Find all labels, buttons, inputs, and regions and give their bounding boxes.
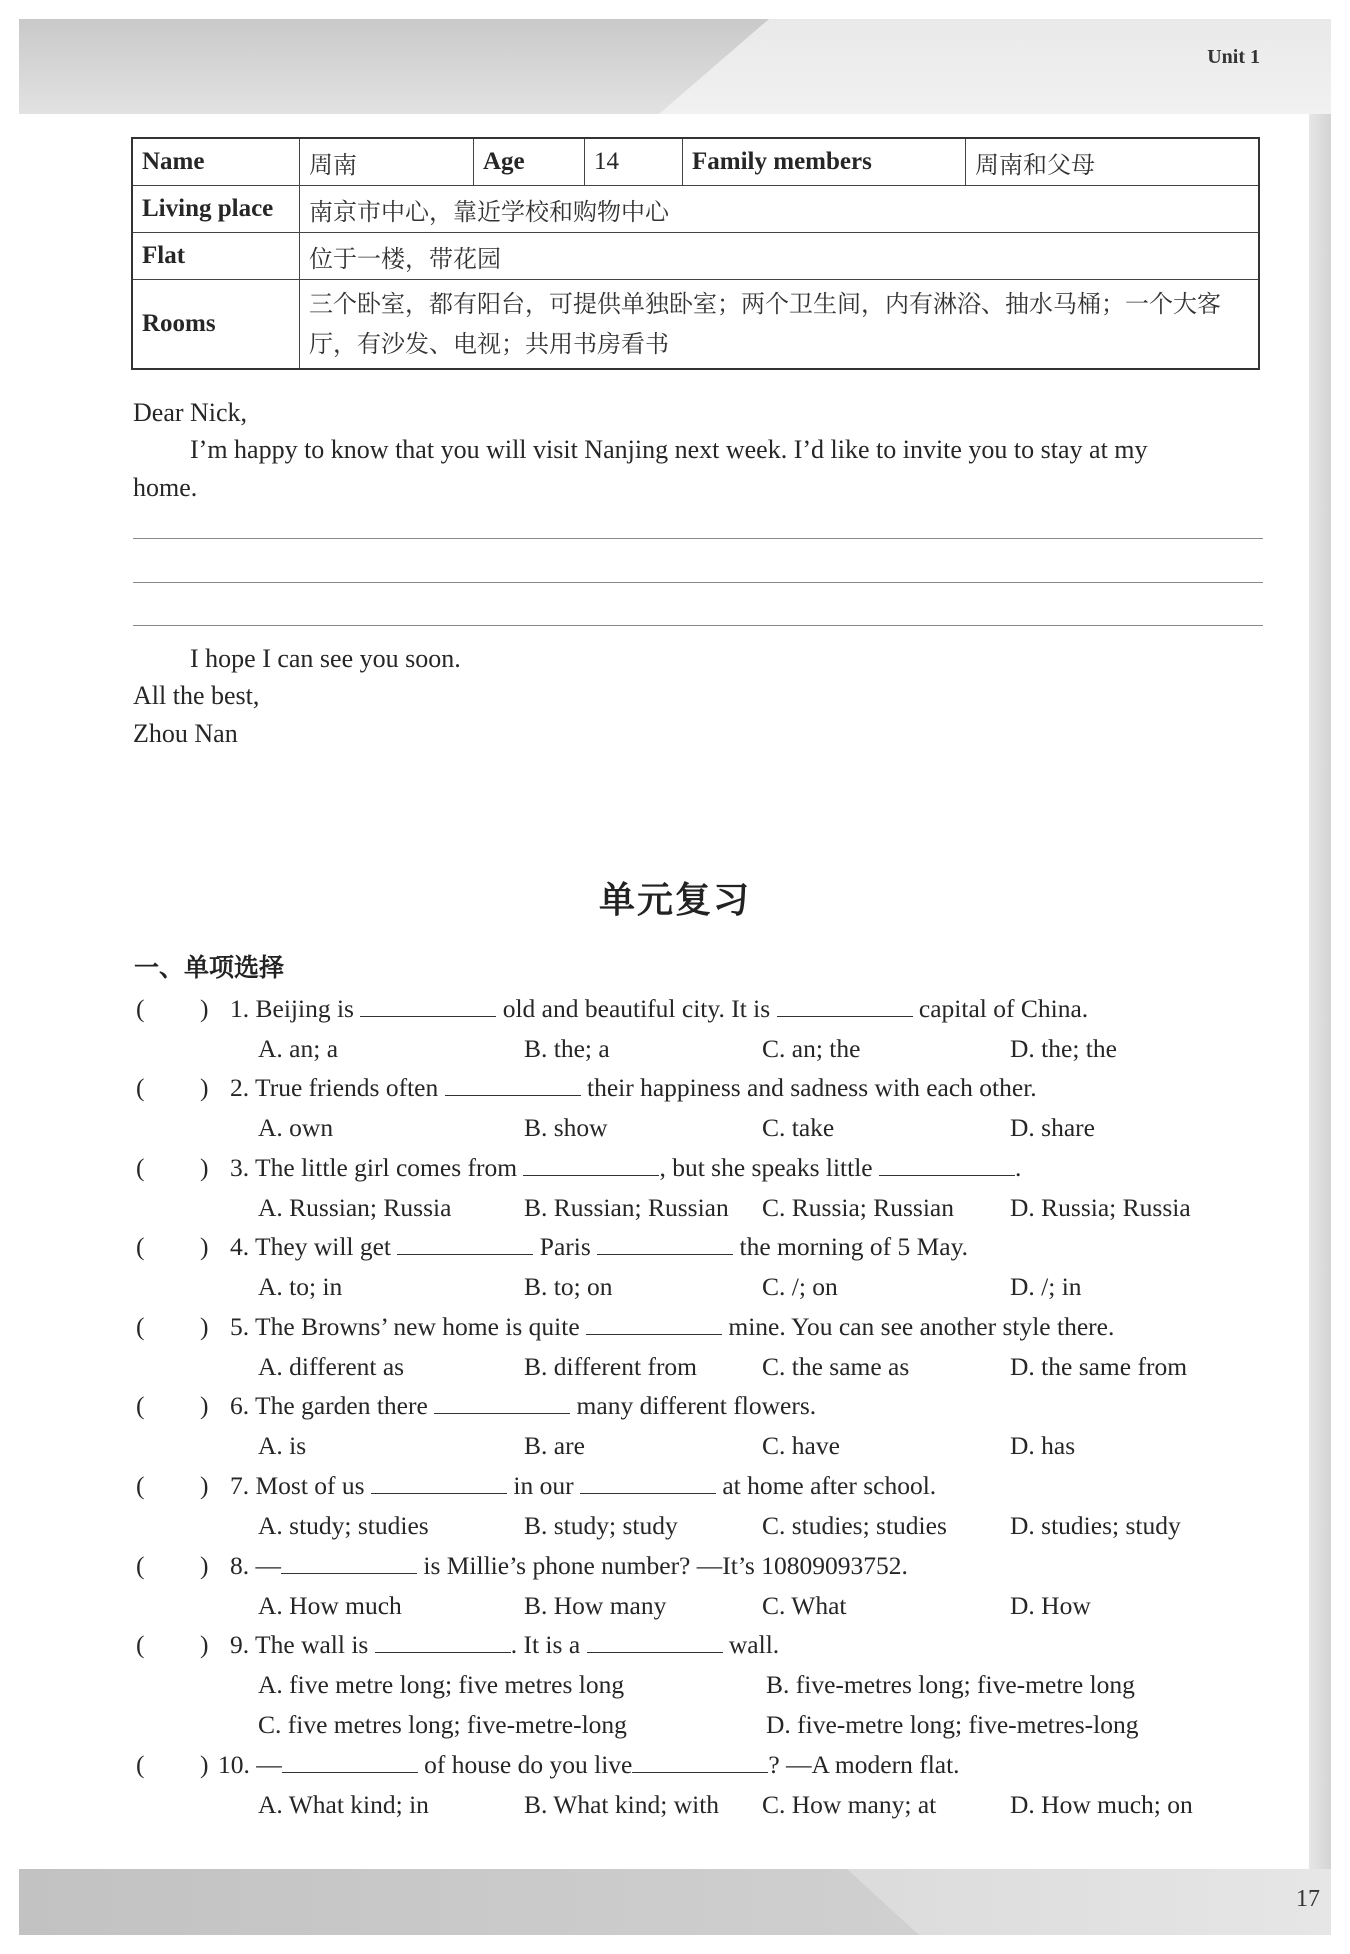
writing-line[interactable]	[133, 582, 1263, 583]
question-text: capital of China.	[912, 994, 1089, 1023]
question-text: wall.	[722, 1630, 780, 1659]
answer-paren-right[interactable]: )	[200, 1391, 209, 1420]
answer-option[interactable]: B. How many	[524, 1591, 667, 1620]
question-text: , but she speaks little	[659, 1153, 879, 1182]
family-label: Family members	[683, 138, 966, 186]
question-number: 6.	[230, 1391, 256, 1420]
question-row	[0, 1073, 1350, 1113]
answer-option[interactable]: B. study; study	[524, 1511, 678, 1540]
table-row	[132, 233, 1259, 280]
question-row	[0, 1391, 1350, 1431]
age-label: Age	[474, 138, 585, 186]
answer-blank[interactable]	[632, 1750, 768, 1773]
answer-paren-right[interactable]: )	[200, 1750, 209, 1779]
question-number: 2.	[230, 1073, 256, 1102]
letter-signature: Zhou Nan	[133, 719, 238, 748]
answer-option[interactable]: A. different as	[258, 1352, 405, 1381]
answer-option[interactable]: C. take	[762, 1113, 835, 1142]
question-number: 4.	[230, 1232, 256, 1261]
answer-paren-right[interactable]: )	[200, 994, 209, 1023]
answer-option[interactable]: D. Russia; Russia	[1010, 1193, 1191, 1222]
rooms-line: 三个卧室，都有阳台，可提供单独卧室；两个卫生间，内有淋浴、抽水马桶；一个大客	[309, 290, 1221, 318]
answer-blank[interactable]	[282, 1750, 418, 1773]
answer-option[interactable]: C. Russia; Russian	[762, 1193, 954, 1222]
question-number: 9.	[230, 1630, 256, 1659]
question-text: . It is a	[510, 1630, 587, 1659]
answer-option[interactable]: B. to; on	[524, 1272, 613, 1301]
question-text: .	[1015, 1153, 1022, 1182]
question-number: 5.	[230, 1312, 256, 1341]
answer-option[interactable]: D. share	[1010, 1113, 1095, 1142]
answer-blank[interactable]	[586, 1312, 722, 1335]
question-text: at home after school.	[715, 1471, 937, 1500]
question-stem	[230, 1232, 968, 1262]
answer-option[interactable]: A. Russian; Russia	[258, 1193, 452, 1222]
answer-option[interactable]: C. /; on	[762, 1272, 838, 1301]
answer-option[interactable]: D. has	[1010, 1431, 1076, 1460]
answer-paren-right[interactable]: )	[200, 1630, 209, 1659]
answer-option[interactable]: B. five-metres long; five-metre long	[766, 1670, 1135, 1699]
page-number: 17	[1296, 1886, 1320, 1912]
age-value: 14	[585, 138, 683, 186]
question-stem	[230, 1471, 936, 1501]
answer-blank[interactable]	[434, 1391, 570, 1414]
answer-option[interactable]: A. own	[258, 1113, 334, 1142]
footer-band	[19, 1869, 1331, 1935]
answer-option[interactable]: D. the same from	[1010, 1352, 1188, 1381]
answer-paren-left[interactable]: (	[136, 1391, 145, 1420]
question-stem	[230, 1312, 1114, 1342]
question-stem	[230, 1073, 1037, 1103]
answer-blank[interactable]	[777, 994, 913, 1017]
answer-paren-left[interactable]: (	[136, 1312, 145, 1341]
writing-line[interactable]	[133, 538, 1263, 539]
question-stem	[230, 1153, 1021, 1183]
flat-value: 位于一楼，带花园	[300, 233, 1260, 280]
question-row	[0, 1153, 1350, 1193]
living-label: Living place	[132, 186, 300, 233]
question-stem	[230, 1551, 908, 1581]
answer-paren-left[interactable]: (	[136, 1551, 145, 1580]
answer-blank[interactable]	[587, 1630, 723, 1653]
question-stem	[230, 1391, 816, 1421]
unit-label: Unit 1	[1207, 46, 1260, 68]
question-text: The little girl comes from	[255, 1153, 524, 1182]
question-text: —	[255, 1551, 281, 1580]
table-row	[132, 280, 1259, 370]
answer-paren-left[interactable]: (	[136, 1153, 145, 1182]
header-band	[19, 19, 1331, 114]
answer-paren-left[interactable]: (	[136, 1630, 145, 1659]
answer-paren-right[interactable]: )	[200, 1312, 209, 1341]
name-label: Name	[132, 138, 300, 186]
answer-option[interactable]: D. five-metre long; five-metres-long	[766, 1710, 1139, 1739]
question-number: 3.	[230, 1153, 256, 1182]
answer-paren-right[interactable]: )	[200, 1471, 209, 1500]
answer-option[interactable]: C. What	[762, 1591, 847, 1620]
question-text: their happiness and sadness with each other.	[580, 1073, 1037, 1102]
answer-option[interactable]: D. studies; study	[1010, 1511, 1181, 1540]
table-row	[132, 186, 1259, 233]
answer-option[interactable]: C. the same as	[762, 1352, 910, 1381]
answer-option[interactable]: C. have	[762, 1431, 840, 1460]
answer-option[interactable]: A. is	[258, 1431, 307, 1460]
question-text: old and beautiful city. It is	[496, 994, 777, 1023]
review-title: 单元复习	[598, 880, 751, 921]
answer-blank[interactable]	[879, 1153, 1015, 1176]
rooms-value	[300, 280, 1260, 370]
table-row	[132, 138, 1259, 186]
answer-blank[interactable]	[580, 1471, 716, 1494]
answer-paren-right[interactable]: )	[200, 1551, 209, 1580]
answer-paren-left[interactable]: (	[136, 1232, 145, 1261]
answer-paren-right[interactable]: )	[200, 1073, 209, 1102]
letter-body-line: home.	[133, 473, 198, 502]
question-row	[0, 1750, 1350, 1790]
answer-blank[interactable]	[375, 1630, 511, 1653]
info-table	[131, 137, 1260, 370]
answer-blank[interactable]	[397, 1232, 533, 1255]
section-heading: 一、单项选择	[134, 953, 285, 982]
answer-paren-right[interactable]: )	[200, 1153, 209, 1182]
question-number: 10.	[218, 1750, 257, 1779]
question-text: is Millie’s phone number? —It’s 10809093752.	[417, 1551, 908, 1580]
answer-paren-left[interactable]: (	[136, 1073, 145, 1102]
question-text: many different flowers.	[570, 1391, 817, 1420]
question-text: ? —A modern flat.	[768, 1750, 960, 1779]
answer-paren-left[interactable]: (	[136, 1750, 145, 1779]
answer-option[interactable]: D. How much; on	[1010, 1790, 1193, 1819]
answer-option[interactable]: A. to; in	[258, 1272, 343, 1301]
letter-closing: I hope I can see you soon.	[190, 644, 461, 673]
question-stem	[218, 1750, 960, 1780]
question-text: in our	[506, 1471, 580, 1500]
answer-blank[interactable]	[523, 1153, 659, 1176]
answer-option[interactable]: A. study; studies	[258, 1511, 429, 1540]
question-row	[0, 1630, 1350, 1670]
answer-option[interactable]: B. show	[524, 1113, 608, 1142]
family-value: 周南和父母	[966, 138, 1260, 186]
question-text: of house do you live	[417, 1750, 633, 1779]
answer-option[interactable]: A. What kind; in	[258, 1790, 429, 1819]
answer-blank[interactable]	[445, 1073, 581, 1096]
answer-blank[interactable]	[371, 1471, 507, 1494]
answer-blank[interactable]	[360, 994, 496, 1017]
answer-option[interactable]: B. are	[524, 1431, 585, 1460]
name-value: 周南	[300, 138, 474, 186]
question-text: They will get	[255, 1232, 398, 1261]
answer-option[interactable]: D. How	[1010, 1591, 1091, 1620]
question-text: Beijing is	[255, 994, 361, 1023]
answer-option[interactable]: A. an; a	[258, 1034, 339, 1063]
letter-greeting: Dear Nick,	[133, 398, 248, 427]
question-text: The Browns’ new home is quite	[255, 1312, 587, 1341]
question-text: Most of us	[255, 1471, 371, 1500]
question-text: mine. You can see another style there.	[722, 1312, 1115, 1341]
rooms-line: 厅，有沙发、电视；共用书房看书	[309, 330, 669, 358]
flat-label: Flat	[132, 233, 300, 280]
question-text: —	[256, 1750, 282, 1779]
question-text: Paris	[533, 1232, 598, 1261]
living-value: 南京市中心，靠近学校和购物中心	[300, 186, 1260, 233]
question-number: 1.	[230, 994, 256, 1023]
answer-option[interactable]: C. an; the	[762, 1034, 861, 1063]
question-row	[0, 1312, 1350, 1352]
answer-option[interactable]: B. Russian; Russian	[524, 1193, 729, 1222]
letter-body-line: I’m happy to know that you will visit Nanjing next week. I’d like to invite you to stay at my	[190, 435, 1148, 464]
question-row	[0, 1232, 1350, 1272]
side-band	[1309, 114, 1331, 1869]
answer-option[interactable]: B. What kind; with	[524, 1790, 720, 1819]
question-row	[0, 994, 1350, 1034]
answer-blank[interactable]	[597, 1232, 733, 1255]
answer-option[interactable]: C. How many; at	[762, 1790, 937, 1819]
answer-option[interactable]: B. different from	[524, 1352, 698, 1381]
answer-option[interactable]: D. /; in	[1010, 1272, 1082, 1301]
question-text: the morning of 5 May.	[733, 1232, 969, 1261]
question-text: The garden there	[255, 1391, 435, 1420]
answer-paren-left[interactable]: (	[136, 994, 145, 1023]
answer-option[interactable]: D. the; the	[1010, 1034, 1117, 1063]
answer-option[interactable]: A. How much	[258, 1591, 402, 1620]
answer-option[interactable]: C. five metres long; five-metre-long	[258, 1710, 627, 1739]
answer-option[interactable]: B. the; a	[524, 1034, 610, 1063]
question-text: True friends often	[255, 1073, 445, 1102]
question-number: 7.	[230, 1471, 256, 1500]
question-stem	[230, 994, 1088, 1024]
question-row	[0, 1471, 1350, 1511]
answer-blank[interactable]	[281, 1551, 417, 1574]
answer-paren-left[interactable]: (	[136, 1471, 145, 1500]
answer-paren-right[interactable]: )	[200, 1232, 209, 1261]
answer-option[interactable]: C. studies; studies	[762, 1511, 947, 1540]
writing-line[interactable]	[133, 625, 1263, 626]
question-row	[0, 1551, 1350, 1591]
question-number: 8.	[230, 1551, 256, 1580]
question-text: The wall is	[255, 1630, 375, 1659]
answer-option[interactable]: A. five metre long; five metres long	[258, 1670, 625, 1699]
letter-signoff: All the best,	[133, 681, 260, 710]
question-stem	[230, 1630, 779, 1660]
rooms-label: Rooms	[132, 280, 300, 370]
